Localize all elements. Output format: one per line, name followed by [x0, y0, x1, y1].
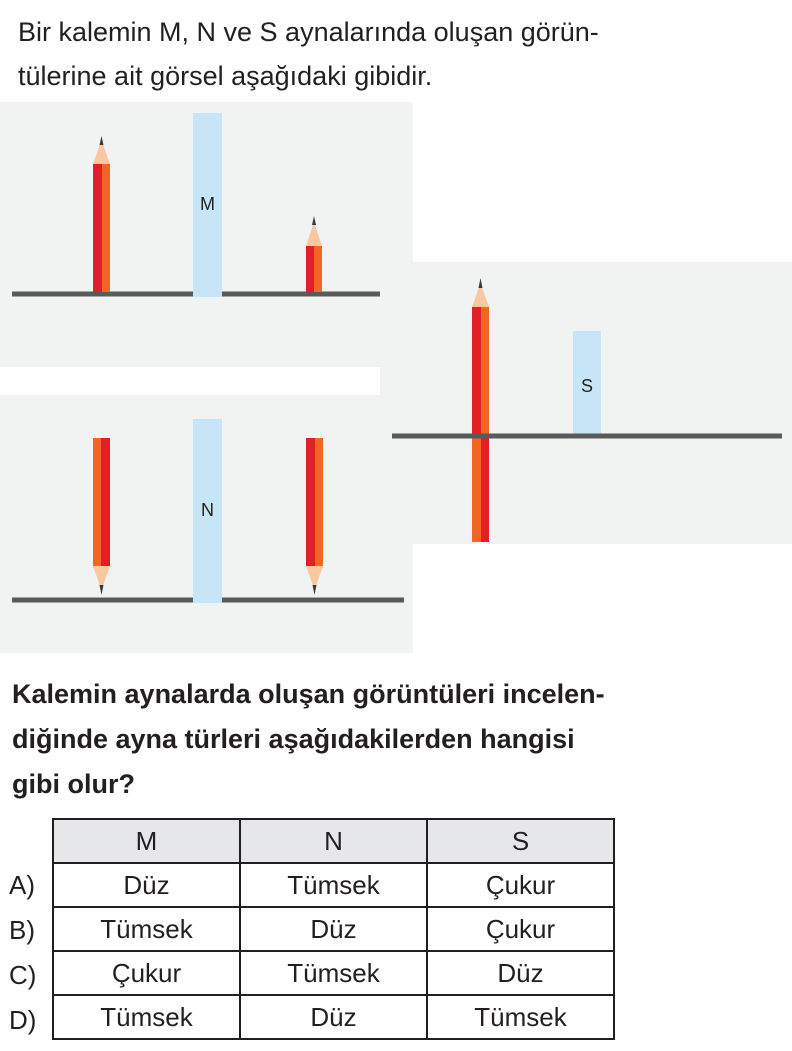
header-m: M: [53, 819, 240, 863]
table-header-row: [53, 819, 614, 863]
table-row-option-d[interactable]: [53, 995, 614, 1039]
table-cell: Düz: [240, 907, 427, 951]
option-label-c[interactable]: C): [9, 960, 37, 990]
pencil-image-n: [306, 438, 323, 595]
table-cell: Çukur: [427, 907, 614, 951]
question-line-3: gibi olur?: [12, 769, 135, 799]
mirror-label-m: M: [200, 194, 215, 214]
table-cell: Tümsek: [53, 907, 240, 951]
table-cell: Düz: [240, 995, 427, 1039]
question-line-2: diğinde ayna türleri aşağıdakilerden hangisi: [12, 724, 575, 754]
table-cell: Çukur: [427, 863, 614, 907]
answer-table: [52, 818, 615, 1040]
table-row-option-a[interactable]: [53, 863, 614, 907]
pencil-object-s: [472, 278, 489, 436]
table-row-option-c[interactable]: [53, 951, 614, 995]
table-cell: Düz: [53, 863, 240, 907]
mirror-label-n: N: [201, 500, 214, 520]
table-cell: Tümsek: [240, 863, 427, 907]
table-cell: Tümsek: [240, 951, 427, 995]
table-cell: Çukur: [53, 951, 240, 995]
question-line-1: Kalemin aynalarda oluşan görüntüleri incelen-: [12, 679, 605, 709]
mirror-label-s: S: [580, 376, 594, 396]
pencil-image-m: [306, 216, 322, 292]
pencil-object-n: [93, 438, 110, 595]
table-row-option-b[interactable]: [53, 907, 614, 951]
question-text: [12, 672, 646, 807]
header-n: N: [240, 819, 427, 863]
table-cell: Tümsek: [53, 995, 240, 1039]
option-label-b[interactable]: B): [9, 915, 35, 945]
header-s: S: [427, 819, 614, 863]
scene-mirror-m: [12, 113, 380, 297]
intro-line-2: tülerine ait görsel aşağıdaki gibidir.: [18, 61, 433, 91]
pencil-object-m: [93, 136, 110, 292]
pencil-image-s: [472, 436, 489, 542]
scene-mirror-n: [12, 419, 404, 603]
scene-mirror-s: [392, 278, 782, 542]
table-cell: Düz: [427, 951, 614, 995]
intro-line-1: Bir kalemin M, N ve S aynalarında oluşan görün-: [18, 17, 599, 47]
option-label-a[interactable]: A): [9, 870, 35, 900]
option-label-d[interactable]: D): [9, 1005, 37, 1035]
table-cell: Tümsek: [427, 995, 614, 1039]
